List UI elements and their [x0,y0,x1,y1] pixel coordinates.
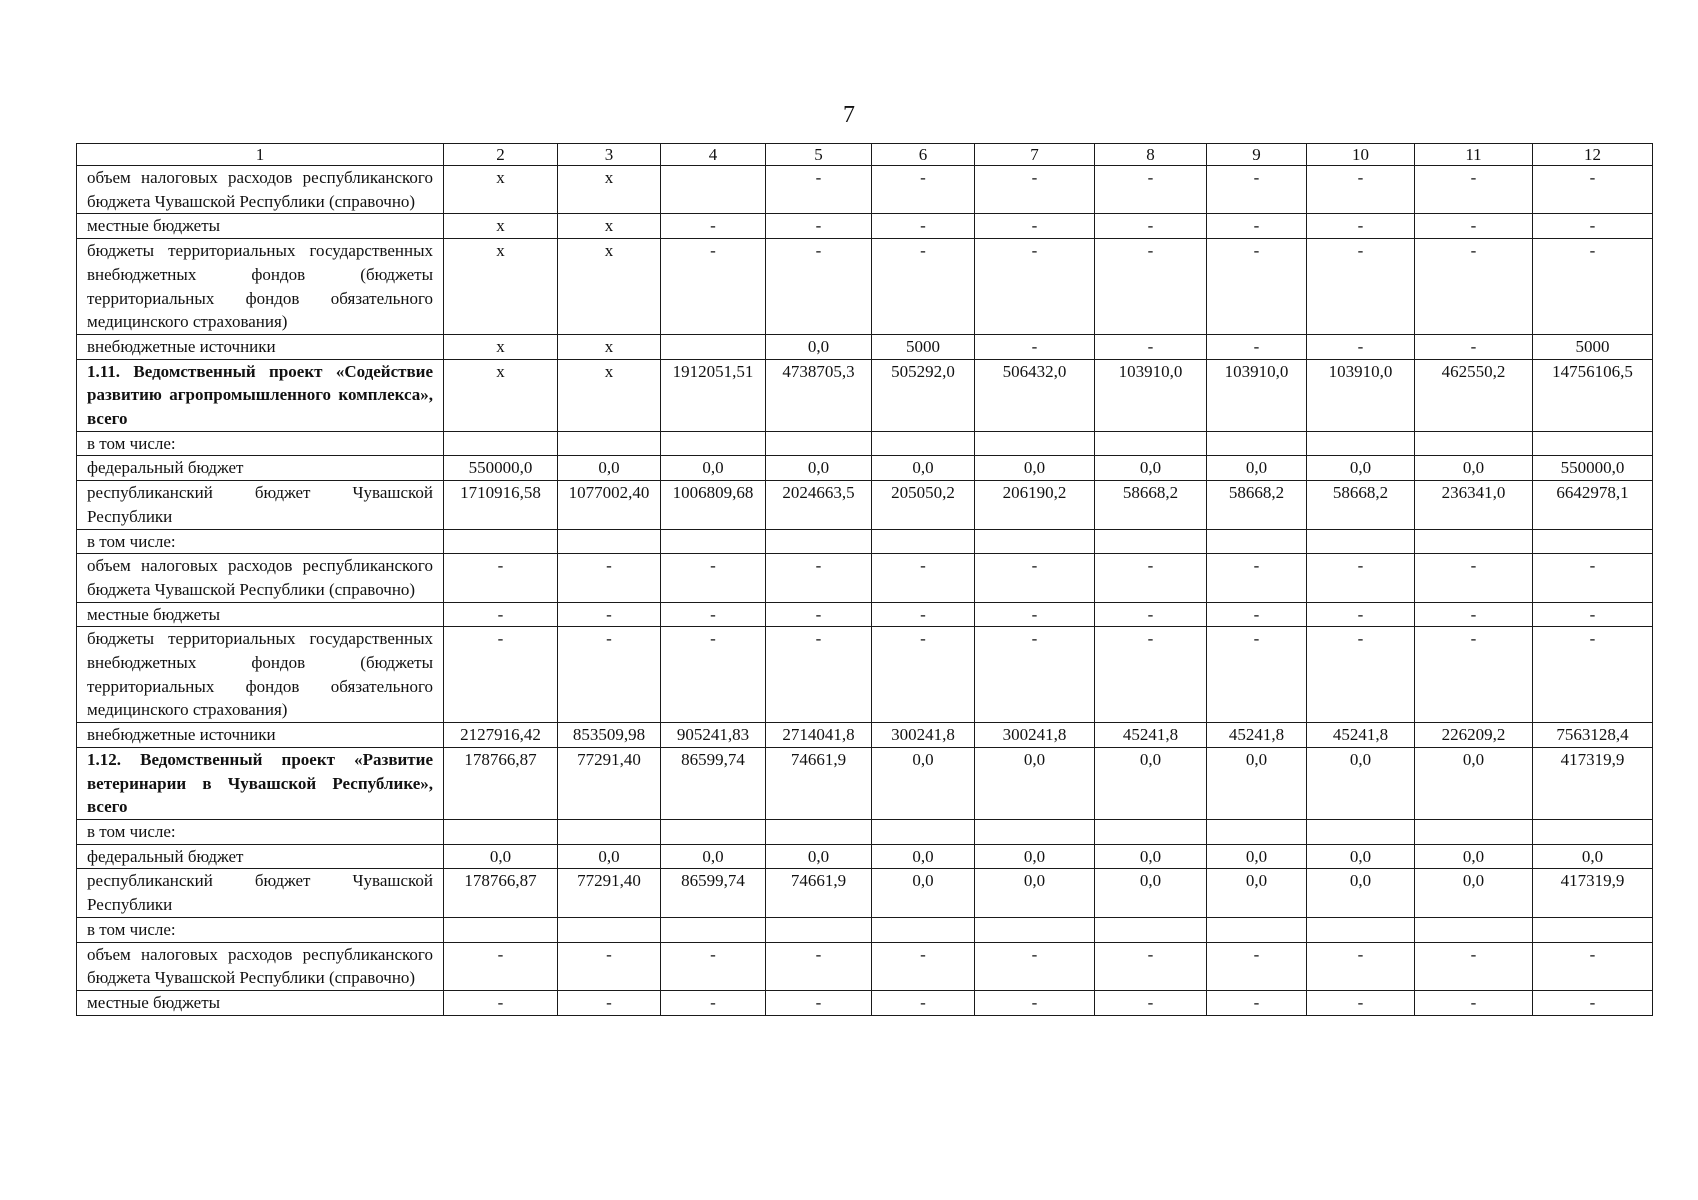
value-cell: 0,0 [872,747,975,819]
value-cell [661,334,766,359]
value-cell [975,917,1095,942]
table-row [77,627,1653,723]
value-cell: - [766,602,872,627]
table-row [77,481,1653,529]
value-cell [558,431,661,456]
value-cell: 0,0 [1533,844,1653,869]
row-label-cell: объем налоговых расходов республиканского бюджета Чувашской Республики (справочно) [77,942,444,990]
value-cell: 178766,87 [444,869,558,917]
value-cell: 6642978,1 [1533,481,1653,529]
value-cell [558,529,661,554]
table-body [77,144,1653,1016]
value-cell [1533,819,1653,844]
column-number-cell: 11 [1415,144,1533,166]
value-cell: 5000 [1533,334,1653,359]
value-cell: - [444,554,558,602]
value-cell: - [975,627,1095,723]
project-title-cell: 1.12. Ведомственный проект «Развитие ветеринарии в Чувашской Республике», всего [77,747,444,819]
value-cell: x [558,166,661,214]
value-cell [661,431,766,456]
value-cell: 1710916,58 [444,481,558,529]
table-row [77,990,1653,1015]
value-cell: - [558,602,661,627]
value-cell: x [444,334,558,359]
value-cell [558,917,661,942]
value-cell: x [558,239,661,335]
table-row [77,602,1653,627]
value-cell: 0,0 [1307,747,1415,819]
value-cell: 0,0 [1307,456,1415,481]
value-cell: 45241,8 [1095,723,1207,748]
value-cell: 0,0 [975,456,1095,481]
column-number-cell: 10 [1307,144,1415,166]
table-row [77,869,1653,917]
value-cell: 0,0 [444,844,558,869]
value-cell: 0,0 [1095,747,1207,819]
value-cell: 0,0 [872,844,975,869]
value-cell [444,431,558,456]
value-cell: 58668,2 [1307,481,1415,529]
table-row [77,917,1653,942]
value-cell: 74661,9 [766,869,872,917]
value-cell: - [1307,627,1415,723]
row-label-cell: федеральный бюджет [77,844,444,869]
value-cell: - [1207,627,1307,723]
value-cell: 0,0 [661,456,766,481]
value-cell: - [872,942,975,990]
value-cell [444,819,558,844]
value-cell: 505292,0 [872,359,975,431]
value-cell: 550000,0 [1533,456,1653,481]
value-cell: 417319,9 [1533,869,1653,917]
value-cell: - [1415,166,1533,214]
value-cell [1307,819,1415,844]
value-cell: - [1307,602,1415,627]
value-cell: 0,0 [558,844,661,869]
value-cell [661,166,766,214]
value-cell: 0,0 [1207,844,1307,869]
row-label-cell: местные бюджеты [77,602,444,627]
row-label-cell: в том числе: [77,917,444,942]
value-cell: 86599,74 [661,869,766,917]
value-cell: 206190,2 [975,481,1095,529]
row-label-cell: бюджеты территориальных государственных внебюджетных фондов (бюджеты территориальных фондов обязательного медицинского страхования) [77,239,444,335]
value-cell: 2714041,8 [766,723,872,748]
value-cell: 0,0 [1207,869,1307,917]
value-cell: - [661,554,766,602]
value-cell [1307,917,1415,942]
value-cell: 4738705,3 [766,359,872,431]
value-cell: - [558,554,661,602]
value-cell: 103910,0 [1207,359,1307,431]
row-label-cell: в том числе: [77,529,444,554]
value-cell [975,529,1095,554]
value-cell: - [975,239,1095,335]
row-label-cell: в том числе: [77,819,444,844]
value-cell [558,819,661,844]
value-cell: 0,0 [1415,844,1533,869]
value-cell: 0,0 [1095,844,1207,869]
table-row [77,359,1653,431]
value-cell: - [444,942,558,990]
table-row [77,214,1653,239]
value-cell: - [1095,334,1207,359]
value-cell: - [766,239,872,335]
value-cell [444,529,558,554]
value-cell: - [661,214,766,239]
value-cell [766,431,872,456]
value-cell: 0,0 [1207,747,1307,819]
value-cell: - [872,990,975,1015]
value-cell: - [661,239,766,335]
value-cell: - [1095,554,1207,602]
value-cell: 74661,9 [766,747,872,819]
value-cell: - [975,334,1095,359]
row-label-cell: внебюджетные источники [77,334,444,359]
value-cell: 45241,8 [1307,723,1415,748]
value-cell: 417319,9 [1533,747,1653,819]
table-row [77,334,1653,359]
value-cell: - [975,990,1095,1015]
value-cell: - [444,602,558,627]
value-cell: x [558,214,661,239]
value-cell: - [1207,166,1307,214]
value-cell: - [1307,239,1415,335]
value-cell [1207,819,1307,844]
value-cell: 0,0 [766,334,872,359]
value-cell: 226209,2 [1415,723,1533,748]
value-cell [975,819,1095,844]
value-cell: - [1095,166,1207,214]
value-cell: - [1415,602,1533,627]
value-cell: 1912051,51 [661,359,766,431]
column-number-cell: 8 [1095,144,1207,166]
value-cell: 506432,0 [975,359,1095,431]
value-cell: - [975,942,1095,990]
value-cell [444,917,558,942]
column-number-cell: 5 [766,144,872,166]
value-cell: - [1207,602,1307,627]
value-cell: 103910,0 [1095,359,1207,431]
value-cell [1415,529,1533,554]
value-cell: - [661,990,766,1015]
project-title-cell: 1.11. Ведомственный проект «Содействие развитию агропромышленного комплекса», всего [77,359,444,431]
value-cell: 0,0 [872,869,975,917]
value-cell: - [975,554,1095,602]
value-cell: 7563128,4 [1533,723,1653,748]
value-cell [1095,917,1207,942]
value-cell [766,917,872,942]
value-cell: 86599,74 [661,747,766,819]
value-cell: 0,0 [1415,747,1533,819]
column-number-cell: 2 [444,144,558,166]
column-number-row [77,144,1653,166]
value-cell: - [1095,942,1207,990]
column-number-cell: 12 [1533,144,1653,166]
value-cell: - [1095,239,1207,335]
value-cell: - [872,554,975,602]
value-cell: - [1415,554,1533,602]
value-cell: - [1307,166,1415,214]
value-cell: - [872,627,975,723]
value-cell: 1006809,68 [661,481,766,529]
value-cell [1207,917,1307,942]
table-row [77,529,1653,554]
value-cell: - [872,214,975,239]
value-cell: 0,0 [1307,869,1415,917]
value-cell [1307,529,1415,554]
value-cell [1415,431,1533,456]
column-number-cell: 1 [77,144,444,166]
value-cell: - [1307,554,1415,602]
value-cell: - [661,942,766,990]
value-cell: - [975,214,1095,239]
row-label-cell: объем налоговых расходов республиканского бюджета Чувашской Республики (справочно) [77,166,444,214]
value-cell: x [444,359,558,431]
value-cell: - [558,627,661,723]
value-cell: - [1095,602,1207,627]
value-cell: 0,0 [1095,869,1207,917]
value-cell [1207,431,1307,456]
row-label-cell: местные бюджеты [77,214,444,239]
value-cell: - [1095,214,1207,239]
value-cell: x [444,166,558,214]
value-cell: - [558,942,661,990]
value-cell: - [766,942,872,990]
value-cell [661,819,766,844]
value-cell: 905241,83 [661,723,766,748]
budget-table [76,143,1653,1016]
value-cell: - [872,239,975,335]
value-cell: 77291,40 [558,869,661,917]
value-cell [661,917,766,942]
value-cell: - [766,627,872,723]
value-cell: - [1095,990,1207,1015]
value-cell [872,529,975,554]
value-cell: - [872,166,975,214]
value-cell [872,917,975,942]
value-cell: - [766,554,872,602]
value-cell: 77291,40 [558,747,661,819]
value-cell: 0,0 [766,456,872,481]
value-cell: 2127916,42 [444,723,558,748]
table-row [77,554,1653,602]
value-cell: 300241,8 [975,723,1095,748]
row-label-cell: федеральный бюджет [77,456,444,481]
value-cell: - [766,990,872,1015]
value-cell: - [1533,990,1653,1015]
table-row [77,431,1653,456]
value-cell: - [1415,942,1533,990]
value-cell: 1077002,40 [558,481,661,529]
value-cell: 0,0 [1207,456,1307,481]
value-cell: - [1207,554,1307,602]
value-cell: - [1307,334,1415,359]
value-cell [766,529,872,554]
value-cell [1095,431,1207,456]
value-cell: 853509,98 [558,723,661,748]
value-cell: - [1415,334,1533,359]
value-cell [1095,529,1207,554]
value-cell: - [1415,627,1533,723]
table-row [77,239,1653,335]
table-row [77,819,1653,844]
value-cell: - [1207,239,1307,335]
value-cell: - [1095,627,1207,723]
value-cell [1533,529,1653,554]
value-cell: - [1533,554,1653,602]
column-number-cell: 9 [1207,144,1307,166]
value-cell: 0,0 [558,456,661,481]
value-cell: - [1415,214,1533,239]
value-cell: 14756106,5 [1533,359,1653,431]
row-label-cell: бюджеты территориальных государственных внебюджетных фондов (бюджеты территориальных фондов обязательного медицинского страхования) [77,627,444,723]
value-cell: - [444,990,558,1015]
column-number-cell: 4 [661,144,766,166]
value-cell: - [1533,942,1653,990]
value-cell: 0,0 [766,844,872,869]
page-number: 7 [843,102,855,128]
value-cell: x [558,334,661,359]
value-cell: - [1207,334,1307,359]
value-cell: 300241,8 [872,723,975,748]
value-cell: 462550,2 [1415,359,1533,431]
value-cell: - [1415,239,1533,335]
row-label-cell: республиканский бюджет Чувашской Республики [77,481,444,529]
value-cell: - [1307,942,1415,990]
value-cell [1415,917,1533,942]
value-cell: 0,0 [975,869,1095,917]
value-cell: 5000 [872,334,975,359]
value-cell: 178766,87 [444,747,558,819]
value-cell: - [1533,166,1653,214]
value-cell: - [1307,990,1415,1015]
value-cell: 550000,0 [444,456,558,481]
value-cell: x [444,214,558,239]
value-cell: - [975,166,1095,214]
column-number-cell: 7 [975,144,1095,166]
value-cell: 0,0 [975,844,1095,869]
value-cell [1095,819,1207,844]
value-cell: - [1533,239,1653,335]
value-cell [1207,529,1307,554]
value-cell: - [1415,990,1533,1015]
value-cell: x [444,239,558,335]
value-cell: 2024663,5 [766,481,872,529]
value-cell: 58668,2 [1207,481,1307,529]
row-label-cell: местные бюджеты [77,990,444,1015]
value-cell: - [872,602,975,627]
value-cell: 205050,2 [872,481,975,529]
value-cell [1533,917,1653,942]
value-cell: 58668,2 [1095,481,1207,529]
value-cell: - [1533,214,1653,239]
value-cell: 45241,8 [1207,723,1307,748]
value-cell [872,819,975,844]
value-cell: - [766,214,872,239]
table-row [77,844,1653,869]
value-cell: 103910,0 [1307,359,1415,431]
value-cell [661,529,766,554]
value-cell: - [1533,602,1653,627]
row-label-cell: внебюджетные источники [77,723,444,748]
value-cell: - [444,627,558,723]
value-cell: - [766,166,872,214]
table-row [77,942,1653,990]
value-cell: 0,0 [975,747,1095,819]
value-cell: x [558,359,661,431]
value-cell [872,431,975,456]
value-cell [1533,431,1653,456]
value-cell: 0,0 [1415,456,1533,481]
value-cell: - [661,627,766,723]
row-label-cell: в том числе: [77,431,444,456]
value-cell: 0,0 [661,844,766,869]
value-cell: 0,0 [872,456,975,481]
value-cell: 0,0 [1415,869,1533,917]
table-row [77,747,1653,819]
column-number-cell: 6 [872,144,975,166]
column-number-cell: 3 [558,144,661,166]
value-cell: - [661,602,766,627]
value-cell: - [975,602,1095,627]
value-cell [1415,819,1533,844]
value-cell [975,431,1095,456]
value-cell: - [558,990,661,1015]
table-row [77,166,1653,214]
value-cell: - [1533,627,1653,723]
value-cell: 0,0 [1095,456,1207,481]
row-label-cell: объем налоговых расходов республиканского бюджета Чувашской Республики (справочно) [77,554,444,602]
row-label-cell: республиканский бюджет Чувашской Республики [77,869,444,917]
table-row [77,456,1653,481]
value-cell: - [1207,942,1307,990]
value-cell [766,819,872,844]
value-cell: - [1207,990,1307,1015]
table-row [77,723,1653,748]
value-cell [1307,431,1415,456]
value-cell: - [1307,214,1415,239]
value-cell: 236341,0 [1415,481,1533,529]
value-cell: 0,0 [1307,844,1415,869]
value-cell: - [1207,214,1307,239]
